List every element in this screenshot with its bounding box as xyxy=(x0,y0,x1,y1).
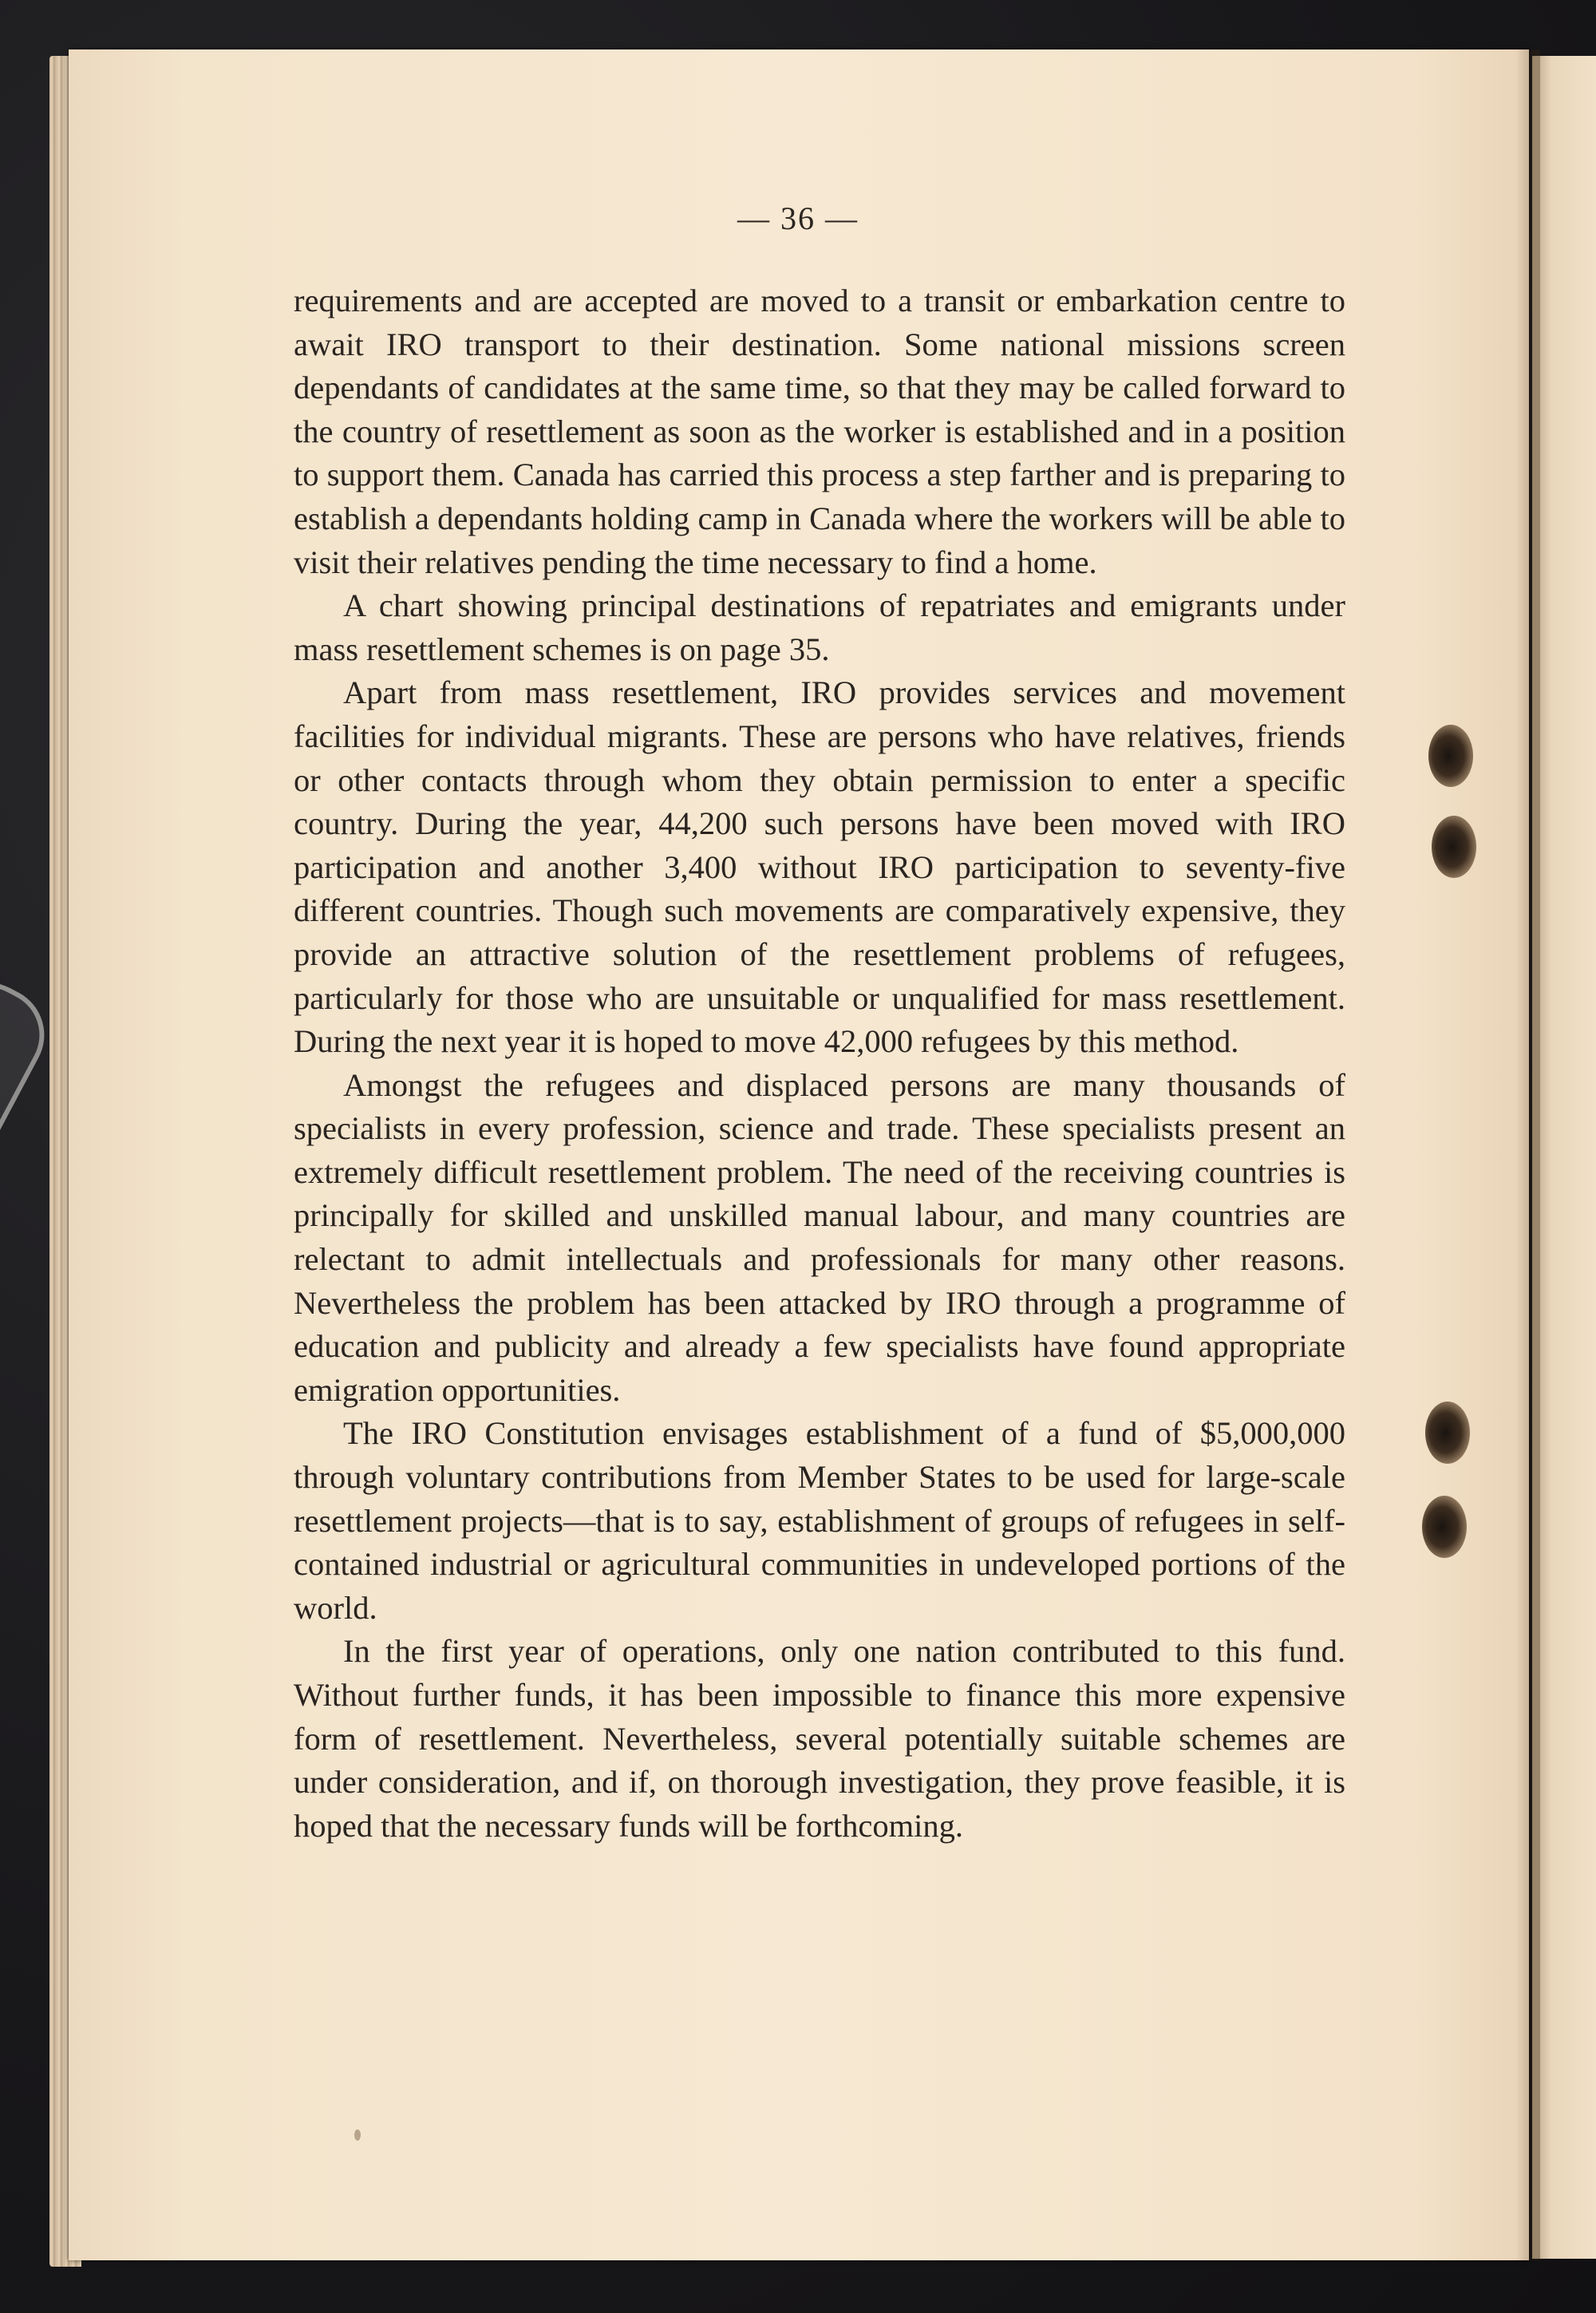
page-number: — 36 — xyxy=(737,200,859,236)
punch-hole xyxy=(1422,1496,1467,1558)
punch-hole xyxy=(1428,725,1473,787)
paragraph: Apart from mass resettlement, IRO provides services and movement facilities for individual migrants. These are persons who have relatives, friends or other contacts through whom they obtain permission to enter a specific country. During the year, 44,200 such persons have been moved with IRO participation and another 3,400 without IRO participation to seventy-five different countries. Though such movements are comparatively expensive, they provide an attractive solution of the resettlement problems of refugees, particularly for those who are unsuitable or unqualified for mass resettlement. During the next year it is hoped to move 42,000 refugees by this method. xyxy=(294,674,1345,1060)
next-page-edge xyxy=(1532,56,1596,2259)
punch-hole xyxy=(1432,816,1476,878)
gutter-shadow xyxy=(1516,49,1540,2260)
punch-hole xyxy=(1425,1402,1470,1464)
paragraph: Amongst the refugees and displaced persons are many thousands of specialists in every profession, science and trade. These specialists present an extremely difficult resettlement problem. The need of the receiving countries is principally for skilled and unskilled manual labour, and many countries are relectant to admit intellectuals and professionals for many other reasons. Nevertheless the problem has been attacked by IRO through a programme of education and publicity and already a few specialists have found appropriate emigration opportunities. xyxy=(294,1066,1345,1408)
paragraph: In the first year of operations, only one nation contributed to this fund. Without further funds, it has been impossible to finance this more expensive form of resettlement. Nevertheless, several potentially suitable schemes are under consideration, and if, on thorough investigation, they prove feasible, it is hoped that the necessary funds will be forthcoming. xyxy=(294,1633,1345,1844)
paragraph: A chart showing principal destinations of repatriates and emigrants under mass resettlement schemes is on page 35. xyxy=(294,587,1345,667)
body-text xyxy=(294,279,1345,1848)
pencil-mark xyxy=(354,2129,361,2141)
paragraph: The IRO Constitution envisages establishment of a fund of $5,000,000 through voluntary contributions from Member States to be used for large-scale resettlement projects—that is to say, establishment of groups of refugees in self-contained industrial or agricultural communities in undeveloped portions of the world. xyxy=(294,1415,1345,1626)
paragraph: requirements and are accepted are moved to a transit or embarkation centre to await IRO transport to their destination. Some national missions screen dependants of candidates at the same time, so that they may be called forward to the country of resettlement as soon as the worker is established and in a position to support them. Canada has carried this process a step farther and is preparing to establish a dependants holding camp in Canada where the workers will be able to visit their relatives pending the time necessary to find a home. xyxy=(294,283,1345,580)
